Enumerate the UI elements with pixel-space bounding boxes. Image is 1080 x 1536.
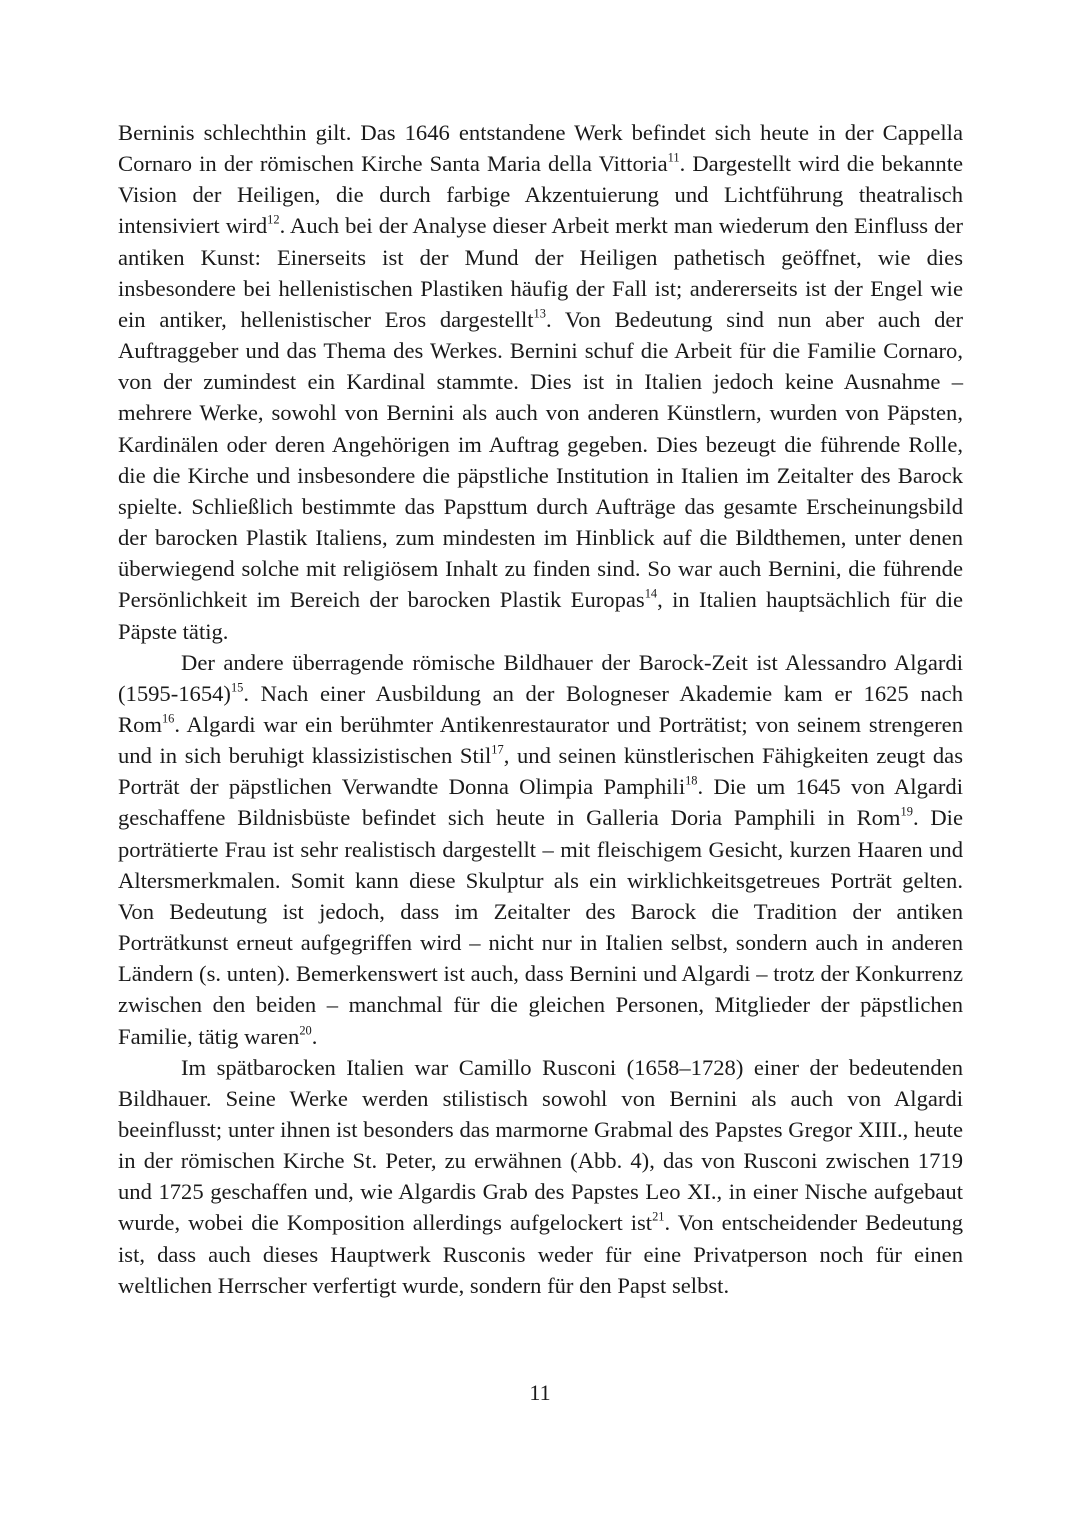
paragraph — [118, 647, 963, 1052]
text-run: . Auch bei der Analyse dieser Arbeit merkt man wiederum den Einfluss der antiken Kunst: Einerseits ist der Mund der Heiligen pathetisch geöffnet, wie dies insbesondere bei hellenistischen Plastiken häufig der Fall ist; andererseits ist der Engel wie ein antiker, hellenistischer Eros dargestellt — [118, 213, 963, 332]
footnote-marker: 12 — [267, 213, 280, 228]
text-run: . Algardi war ein berühmter Antikenrestaurator und Porträtist; von seinem strengeren und in sich beruhigt klassizistischen Stil — [118, 711, 963, 769]
text-run: Im spätbarocken Italien war Camillo Rusconi (1658–1728) einer der bedeutenden Bildhauer. Seine Werke werden stilistisch sowohl von Bernini als auch von Algardi beeinflusst; unter ihnen ist besonders das marmorne Grabmal des Papstes Gregor XIII., heute in der römischen Kirche St. Peter, zu erwähnen (Abb. 4), das von Rusconi zwischen 1719 und 1725 geschaffen und, wie Algardis Grab des Papstes Leo XI., in einer Nische aufgebaut wurde, wobei die Komposition allerdings aufgelockert ist — [118, 1054, 963, 1236]
footnote-marker: 21 — [652, 1210, 665, 1225]
text-run: . Von entscheidender Bedeutung ist, dass auch dieses Hauptwerk Rusconis weder für eine Privatperson noch für einen weltlichen Herrscher verfertigt wurde, sondern für den Papst selbst. — [118, 1210, 963, 1298]
paragraph — [118, 1052, 963, 1301]
footnote-marker: 11 — [667, 150, 680, 165]
footnote-marker: 16 — [161, 711, 175, 726]
footnote-marker: 15 — [230, 680, 244, 695]
text-run: . — [311, 1023, 318, 1049]
footnote-marker: 20 — [299, 1023, 312, 1038]
text-run: , und seinen künstlerischen Fähigkeiten zeugt das Porträt der päpstlichen Verwandte Donna Olimpia Pamphili — [118, 743, 964, 800]
paragraph — [118, 117, 963, 647]
text-run: . Von Bedeutung sind nun aber auch der Auftraggeber und das Thema des Werkes. Bernini schuf die Arbeit für die Familie Cornaro, von der zumindest ein Kardinal stammte. Dies ist in Italien jedoch keine Ausnahme – mehrere Werke, sowohl von Bernini als auch von anderen Künstlern, wurden von Päpsten, Kardinälen oder deren Angehörigen im Auftrag gegeben. Dies bezeugt die führende Rolle, die die Kirche und insbesondere die päpstliche Institution in Italien im Zeitalter des Barock spielte. Schließlich bestimmte das Papsttum durch Aufträge das gesamte Erscheinungsbild der barocken Plastik Italiens, zum mindesten im Hinblick auf die Bildthemen, unter denen überwiegend solche mit religiösem Inhalt zu finden sind. So war auch Bernini, die führende Persönlichkeit im Bereich der barocken Plastik Europas — [118, 306, 963, 613]
text-run: Berninis schlechthin gilt. Das 1646 entstandene Werk befindet sich heute in der Cappella Cornaro in der römischen Kirche Santa Maria della Vittoria — [118, 120, 963, 177]
footnote-marker: 19 — [900, 805, 913, 820]
text-run: . Die porträtierte Frau ist sehr realistisch dargestellt – mit fleischigem Gesicht, kurzen Haaren und Altersmerkmalen. Somit kann diese Skulptur als ein wirklichkeitsgetreues Porträt gelten. Von Bedeutung ist jedoch, dass im Zeitalter des Barock die Tradition der antiken Porträtkunst erneut aufgegriffen wird – nicht nur in Italien selbst, sondern auch in anderen Ländern (s. unten). Bemerkenswert ist auch, dass Bernini und Algardi – trotz der Konkurrenz zwischen den beiden – manchmal für die gleichen Personen, Mitglieder der päpstlichen Familie, tätig waren — [118, 805, 963, 1049]
page-number: 11 — [529, 1380, 551, 1405]
body-text — [118, 117, 963, 1301]
text-run: . Die um 1645 von Algardi geschaffene Bildnisbüste befindet sich heute in Galleria Doria Pamphili in Rom — [118, 774, 963, 831]
text-run: . Dargestellt wird die bekannte Vision der Heiligen, die durch farbige Akzentuierung und Lichtführung theatralisch intensiviert wird — [118, 151, 964, 239]
text-run: , in Italien hauptsächlich für die Päpste tätig. — [118, 587, 963, 644]
footnote-marker: 14 — [644, 587, 658, 602]
footnote-marker: 17 — [491, 742, 504, 757]
footnote-marker: 18 — [685, 773, 698, 788]
text-run: . Nach einer Ausbildung an der Bologneser Akademie kam er 1625 nach Rom — [118, 680, 963, 737]
text-run: Der andere überragende römische Bildhauer der Barock-Zeit ist Alessandro Algardi (1595-1654) — [118, 649, 963, 706]
footnote-marker: 13 — [533, 306, 546, 321]
